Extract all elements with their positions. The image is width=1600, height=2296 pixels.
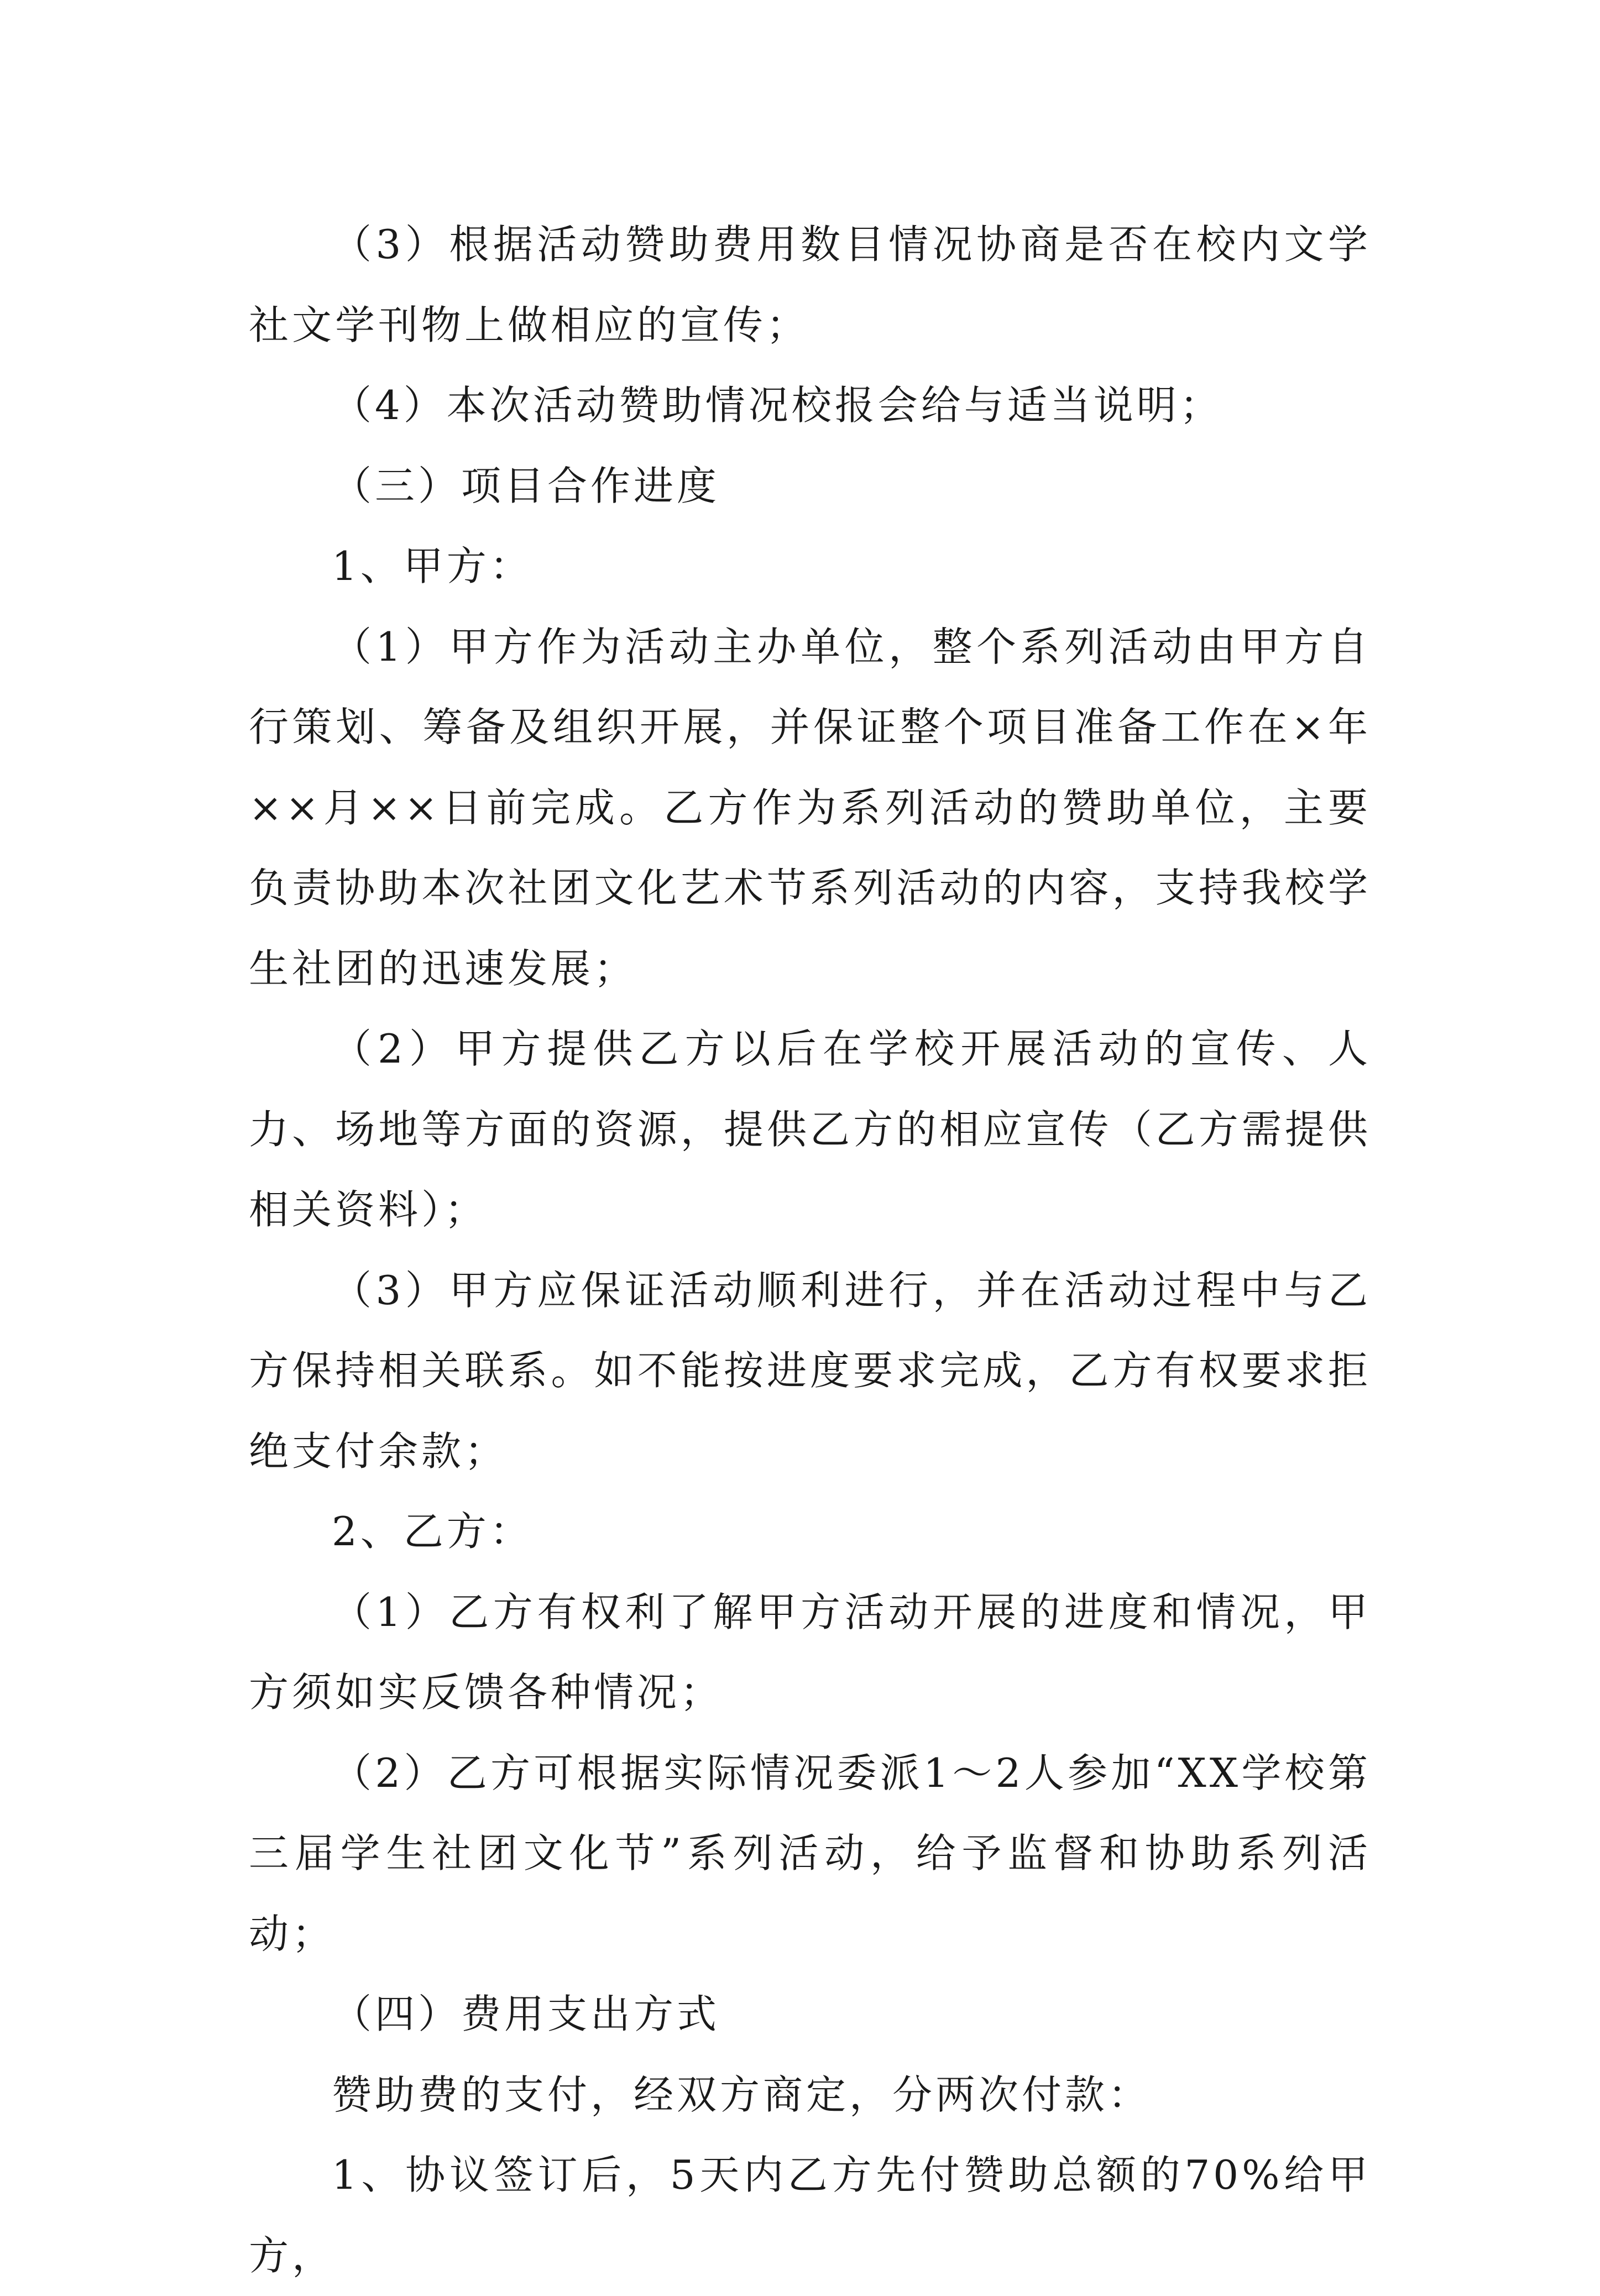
paragraph-item-4-school-newspaper: （4）本次活动赞助情况校报会给与适当说明； [332, 382, 1223, 428]
paragraph-payment-intro: 赞助费的支付，经双方商定，分两次付款： [332, 2071, 1152, 2118]
paragraph-payment-1: 1、协议签订后，5天内乙方先付赞助总额的70%给甲方， [249, 2152, 1371, 2279]
paragraph-party-a-2: （2）甲方提供乙方以后在学校开展活动的宣传、人力、场地等方面的资源，提供乙方的相应宣传（乙方需提供相关资料）； [249, 1026, 1371, 1233]
section-heading-cooperation-progress: （三）项目合作进度 [332, 462, 720, 509]
paragraph-party-a-1: （1）甲方作为活动主办单位，整个系列活动由甲方自行策划、筹备及组织开展，并保证整个项目准备工作在×年××月××日前完成。乙方作为系列活动的赞助单位，主要负责协助本次社团文化艺术节系列活动的内容，支持我校学生社团的迅速发展； [249, 623, 1371, 992]
paragraph-party-b-2: （2）乙方可根据实际情况委派1～2人参加“XX学校第三届学生社团文化节”系列活动，给予监督和协助系列活动； [249, 1749, 1371, 1957]
paragraph-party-b-1: （1）乙方有权利了解甲方活动开展的进度和情况，甲方须如实反馈各种情况； [249, 1588, 1371, 1716]
paragraph-item-3-publicity: （3）根据活动赞助费用数目情况协商是否在校内文学社文学刊物上做相应的宣传； [249, 221, 1371, 348]
paragraph-party-a-3: （3）甲方应保证活动顺利进行，并在活动过程中与乙方保持相关联系。如不能按进度要求完成，乙方有权要求拒绝支付余款； [249, 1267, 1371, 1474]
subheading-party-b: 2、乙方： [332, 1508, 533, 1555]
section-heading-payment-method: （四）费用支出方式 [332, 1991, 720, 2037]
document-body [249, 205, 1371, 2296]
subheading-party-a: 1、甲方： [332, 543, 533, 589]
